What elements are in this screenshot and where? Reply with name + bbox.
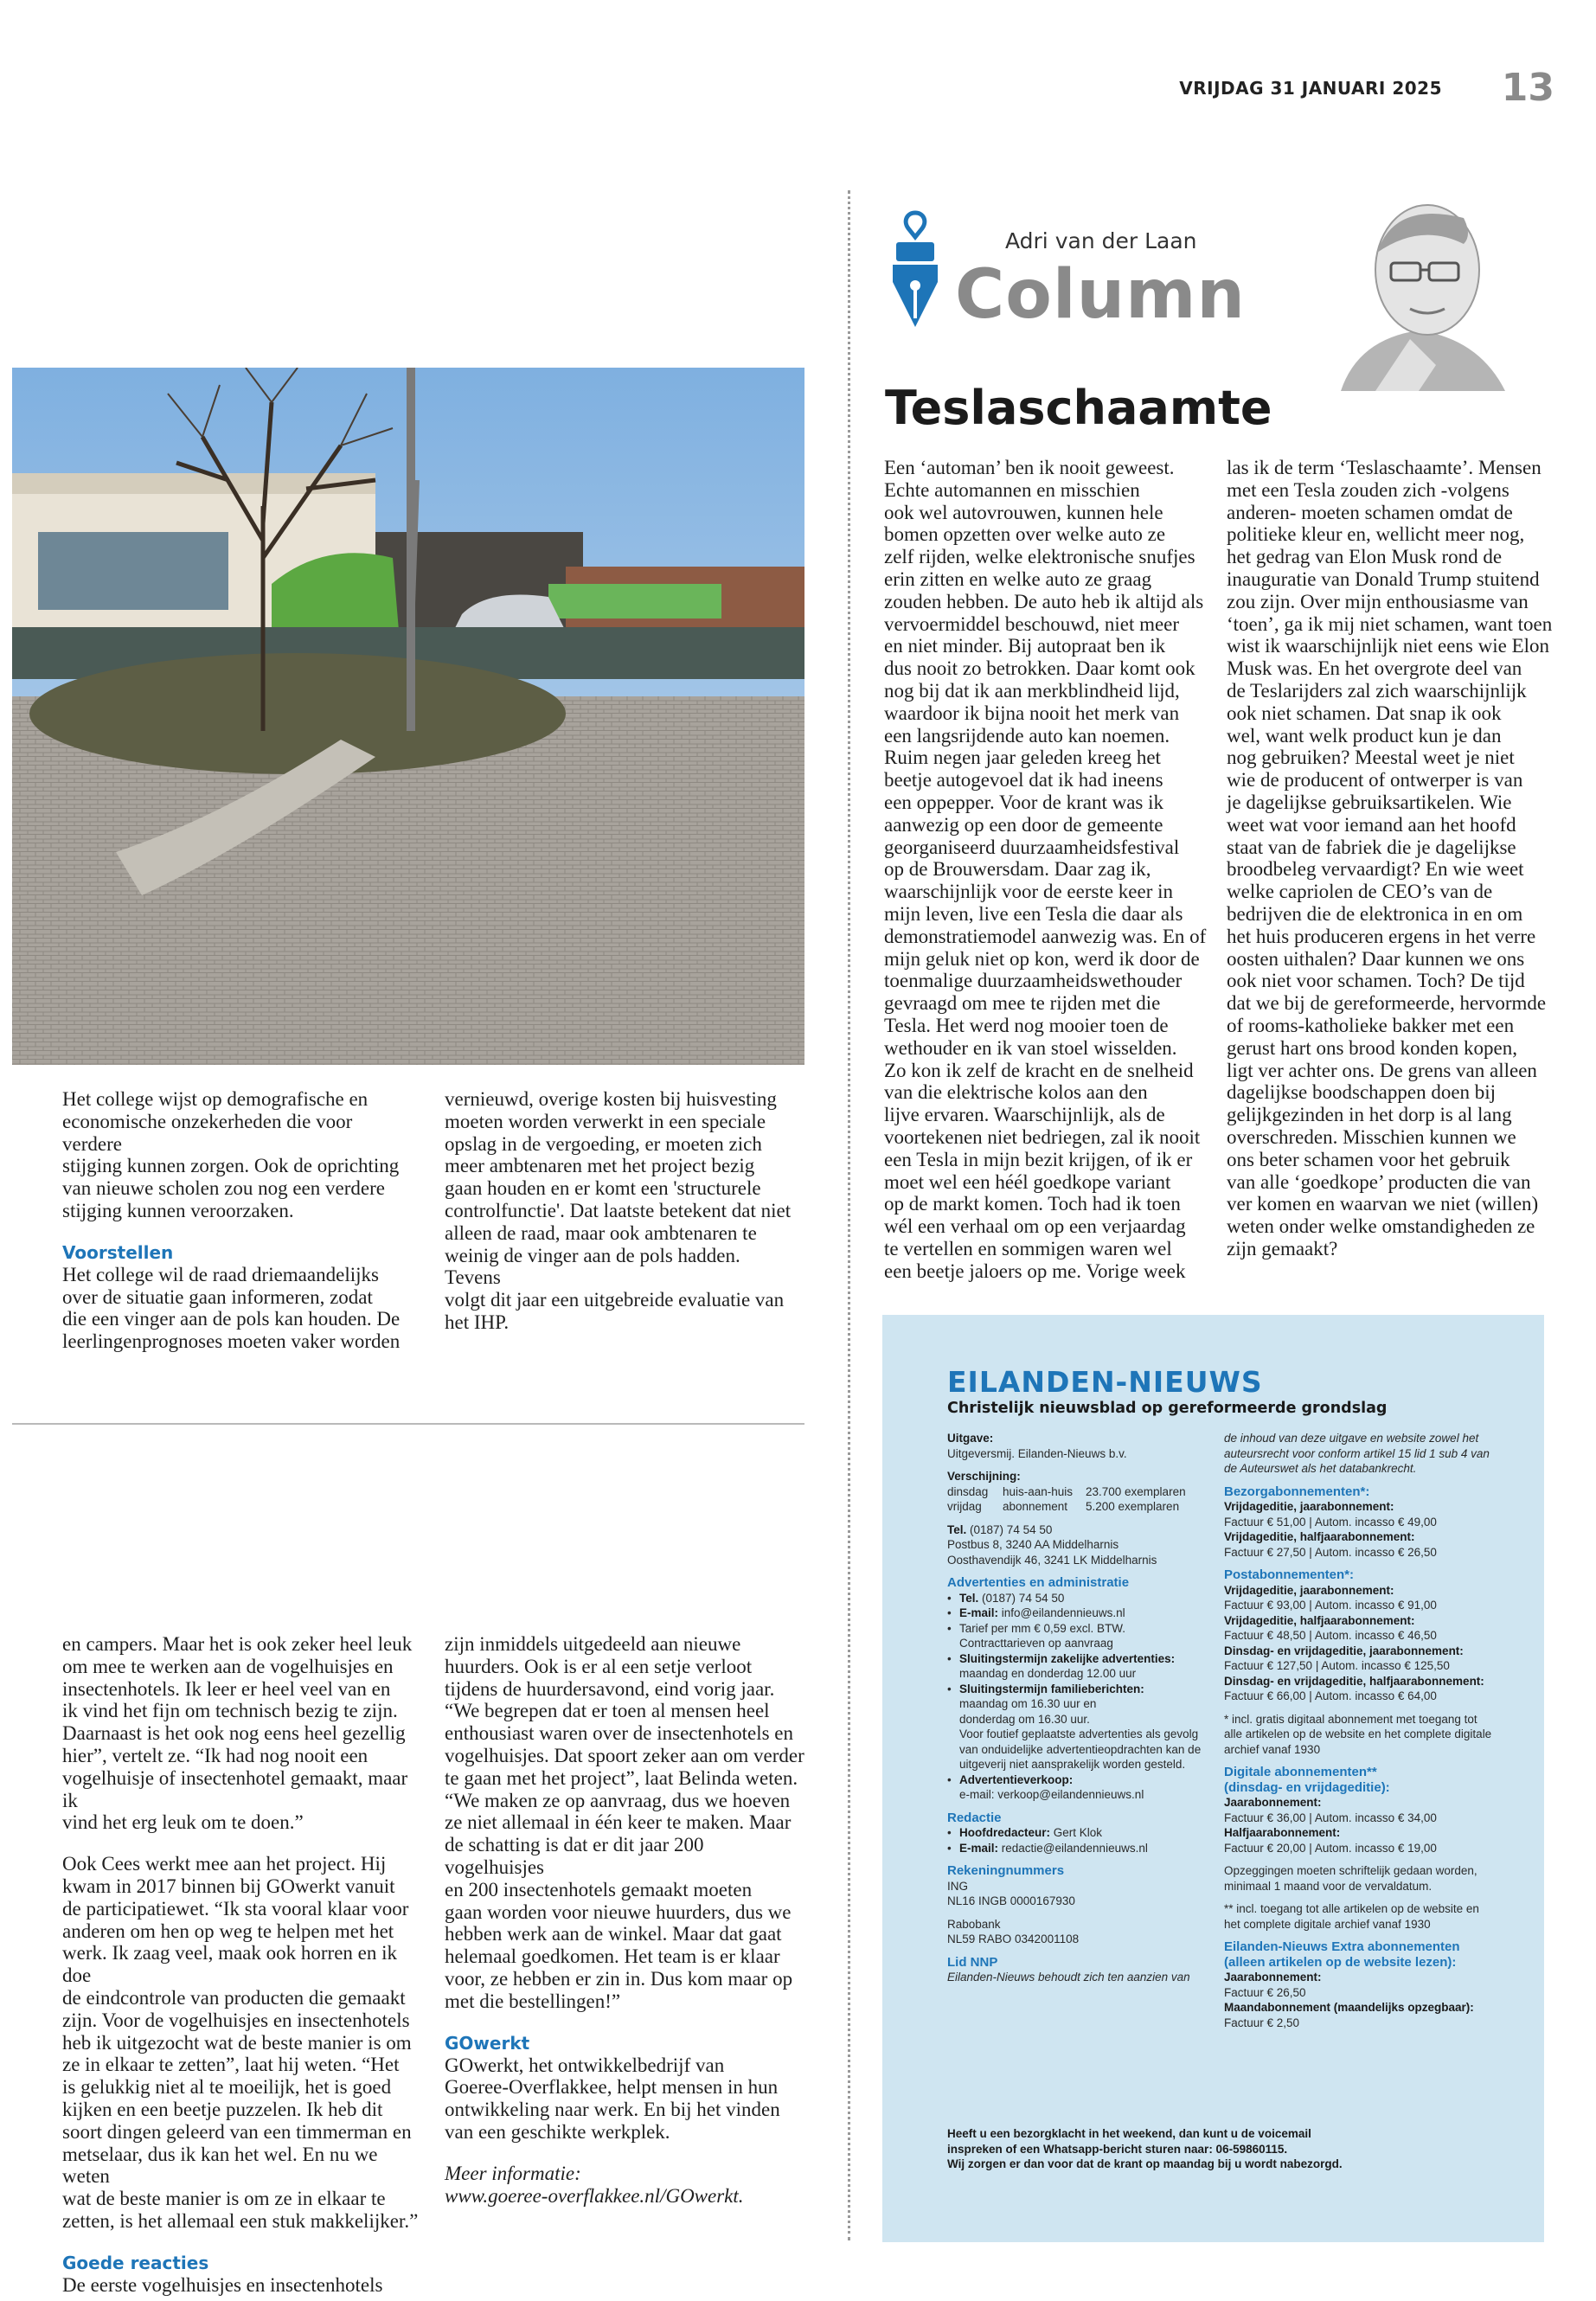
story-text: soort dingen geleerd van een timmerman en (62, 2120, 412, 2143)
story-text: met die bestellingen!” (445, 1990, 621, 2012)
story-text: voor, ze hebben er zin in. Dus kom maar op (445, 1967, 793, 1990)
article-text: van nieuwe scholen zou nog een verdere (62, 1177, 385, 1200)
column-text: Zo kon ik zelf de kracht en de snelheid (884, 1059, 1194, 1081)
author-portrait (1324, 183, 1522, 391)
subscription-price: Factuur € 36,00 | Autom. incasso € 34,00 (1224, 1811, 1437, 1824)
column-text: van alle ‘goedkope’ producten die van (1227, 1170, 1531, 1193)
column-text: welke capriolen de CEO’s van de (1227, 881, 1493, 903)
column-text: broodbeleg vervaardigt? En wie weet (1227, 858, 1524, 881)
article-text: opslag in de vergoeding, er moeten zich (445, 1132, 762, 1155)
footnote: * incl. gratis digitaal abonnement met toegang tot alle artikelen op de website en het complete digitale archief vanaf 1930 (1224, 1712, 1492, 1756)
page-date: VRIJDAG 31 JANUARI 2025 (1179, 78, 1442, 99)
article-text: economische onzekerheden die voor verdere (62, 1110, 353, 1155)
column-text: waarschijnlijk voor de eerste keer in (884, 881, 1174, 903)
column-text: lijve ervaren. Waarschijnlijk, als de (884, 1104, 1165, 1126)
story-text: zijn inmiddels uitgedeeld aan nieuwe (445, 1633, 741, 1655)
column-text: weet wat voor iemand aan het hoofd (1227, 813, 1516, 836)
column-text: Ruim negen jaar geleden kreeg het (884, 747, 1161, 769)
column-text: zou zijn. Over mijn enthousiasme van (1227, 590, 1529, 612)
colophon-heading: Lid NNP (947, 1954, 998, 1970)
story-text: is gelukkig niet al te moeilijk, het is goed (62, 2076, 392, 2099)
email-link[interactable]: redactie@eilandennieuws.nl (1001, 1841, 1148, 1855)
column-text: gelijkgezinden in het dorp is al lang (1227, 1104, 1512, 1126)
colophon-item: • Hoofdredacteur: Gert Klok (947, 1825, 1207, 1841)
column-text: op de Brouwersdam. Daar zag ik, (884, 858, 1151, 881)
colophon-heading: Postabonnementen*: (1224, 1567, 1355, 1582)
story-text: hier”, vertelt ze. “Ik had nog nooit een (62, 1744, 369, 1766)
column-text: anderen- moeten schamen omdat de (1227, 501, 1513, 523)
edition-day: dinsdag (947, 1484, 989, 1498)
story-text: van een geschikte werkplek. (445, 2120, 670, 2143)
column-text: de Teslarijders zal zich waarschijnlijk (1227, 679, 1527, 702)
colophon-heading: Rekeningnummers (947, 1863, 1065, 1878)
column-text: erin zitten en welke auto ze graag (884, 567, 1152, 590)
email-link[interactable]: info@eilandennieuws.nl (1001, 1606, 1125, 1619)
subscription-type: Vrijdageditie, jaarabonnement: (1224, 1500, 1394, 1513)
edition-day: vrijdag (947, 1500, 982, 1513)
column-text: zijn gemaakt? (1227, 1237, 1338, 1259)
story-text: zijn. Voor de vogelhuisjes en insectenhotels (62, 2009, 410, 2031)
colophon-item: • Sluitingstermijn familieberichten: maandag om 16.30 uur en donderdag om 16.30 uur. Voor foutief geplaatste advertenties als gevolg van onduidelijke advertentieopdrachten kan de uitgeverij niet aansprakelijk worden gesteld. (947, 1682, 1207, 1772)
column-text: ons beter schamen voor het gebruik (1227, 1148, 1510, 1170)
story-text: werk. Ik zaag veel, maak ook horren en ik doe (62, 1942, 398, 1987)
story-text: vind het erg leuk om te doen.” (62, 1811, 304, 1834)
column-text: ligt ver achter ons. De grens van alleen (1227, 1059, 1537, 1081)
column-text: ook wel autovrouwen, kunnen hele (884, 501, 1163, 523)
column-text: dat we bij de gereformeerde, hervormde (1227, 992, 1547, 1015)
story-text: “We begrepen dat er toen al mensen heel (445, 1700, 770, 1722)
colophon-address: Postbus 8, 3240 AA Middelharnis (947, 1538, 1119, 1551)
column-text: gevraagd om mee te rijden met die (884, 992, 1161, 1015)
more-info-link[interactable]: www.goeree-overflakkee.nl/GOwerkt. (445, 2184, 744, 2207)
story-text: hebben werk aan de winkel. Maar dat gaat (445, 1923, 782, 1945)
column-text: en niet minder. Bij autopraat ben ik (884, 635, 1166, 657)
story-text: helemaal goedkomen. Het team is er klaar (445, 1945, 780, 1968)
column-text: demonstratiemodel aanwezig was. En of (884, 925, 1207, 947)
colophon-heading: (alleen artikelen op de website lezen): (1224, 1954, 1457, 1970)
column-text: het gedrag van Elon Musk rond de (1227, 546, 1503, 568)
story-text: “We maken ze op aanvraag, dus we hoeven (445, 1789, 791, 1811)
subscription-price: Factuur € 93,00 | Autom. incasso € 91,00 (1224, 1599, 1437, 1612)
colophon-heading: Eilanden-Nieuws Extra abonnementen (1224, 1939, 1460, 1954)
colophon-text: Uitgeversmij. Eilanden-Nieuws b.v. (947, 1446, 1127, 1460)
story-text: te gaan met het project”, laat Belinda weten. (445, 1766, 798, 1789)
page-number: 13 (1501, 66, 1554, 110)
subscription-type: Dinsdag- en vrijdageditie, halfjaarabonnement: (1224, 1674, 1484, 1688)
article-text: meer ambtenaren met het project bezig (445, 1155, 755, 1177)
story-text: gaan worden voor nieuwe huurders, dus we (445, 1900, 792, 1923)
story-text: enthousiast waren over de insectenhotels en (445, 1722, 794, 1745)
column-text: met een Tesla zouden zich -volgens (1227, 478, 1509, 501)
story-text: en campers. Maar het is ook zeker heel leuk (62, 1633, 413, 1655)
column-text: mijn geluk niet op kon, werd ik door de (884, 947, 1200, 970)
column-text: weten onder welke omstandigheden ze (1227, 1215, 1535, 1238)
column-text: zelf rijden, welke elektronische snufjes (884, 546, 1195, 568)
subheading: Voorstellen (62, 1241, 174, 1263)
story-text: tijdens de huurdersavond, eind vorig jaar. (445, 1677, 775, 1700)
colophon-item: • E-mail: info@eilandennieuws.nl (947, 1606, 1207, 1621)
column-text: bomen opzetten over welke auto ze (884, 523, 1166, 546)
subscription-type: Halfjaarabonnement: (1224, 1826, 1341, 1839)
story-text: de schatting is dat er dit jaar 200 vogelhuisjes (445, 1834, 704, 1878)
column-text: een Tesla in mijn bezit krijgen, of ik er (884, 1148, 1193, 1170)
story-text: om mee te werken aan de vogelhuisjes en (62, 1655, 394, 1677)
column-text: nog gebruiken? Meestal weet je niet (1227, 747, 1515, 769)
story-text: heb ik uitgezocht wat de beste manier is om (62, 2031, 412, 2054)
column-text: een beetje jaloers op me. Vorige week (884, 1259, 1186, 1282)
article-text: vernieuwd, overige kosten bij huisvesting (445, 1088, 777, 1110)
bank-name: ING (947, 1879, 969, 1893)
column-text: dagelijkse boodschappen doen bij (1227, 1081, 1497, 1104)
story-text: huurders. Ook is er al een setje verloot (445, 1655, 753, 1677)
column-author: Adri van der Laan (1005, 228, 1197, 253)
column-text: gerust hart ons brood konden kopen, (1227, 1036, 1517, 1059)
column-text: zouden hebben. De auto heb ik altijd als (884, 590, 1204, 612)
article-text: die een vinger aan de pols kan houden. De (62, 1308, 401, 1330)
story-text: en 200 insectenhotels gemaakt moeten (445, 1878, 753, 1900)
colophon-heading: Digitale abonnementen** (1224, 1765, 1377, 1779)
column-text: dus nooit zo betrokken. Daar komt ook (884, 657, 1195, 680)
article-text: het IHP. (445, 1311, 510, 1333)
column-text: Musk was. En het overgrote deel van (1227, 657, 1522, 680)
story-text: insectenhotels. Ik leer er heel veel van en (62, 1677, 391, 1700)
story-text: De eerste vogelhuisjes en insectenhotels (62, 2273, 383, 2296)
story-text: de eindcontrole van producten die gemaakt (62, 1986, 406, 2009)
column-text: te vertellen en sommigen waren wel (884, 1237, 1172, 1259)
column-text: inauguratie van Donald Trump stuitend (1227, 567, 1540, 590)
column-text: georganiseerd duurzaamheidsfestival (884, 836, 1180, 858)
story-text: zetten, is het allemaal een stuk makkelijker.” (62, 2209, 419, 2232)
subscription-price: Factuur € 51,00 | Autom. incasso € 49,00 (1224, 1515, 1437, 1529)
subscription-type: Jaarabonnement: (1224, 1796, 1322, 1809)
article-text: stijging kunnen zorgen. Ook de oprichting (62, 1155, 400, 1177)
footnote: ** incl. toegang tot alle artikelen op de website en het complete digitale archief vanaf 1930 (1224, 1902, 1479, 1931)
column-text: overschreden. Misschien kunnen we (1227, 1125, 1516, 1148)
article-text: Het college wijst op demografische en (62, 1088, 369, 1110)
colophon-item: • Sluitingstermijn zakelijke advertenties: maandag en donderdag 12.00 uur (947, 1651, 1207, 1682)
column-text: Echte automannen en misschien (884, 478, 1140, 501)
column-text: staat van de fabriek die je dagelijkse (1227, 836, 1516, 858)
column-text: politieke kleur en, wellicht meer nog, (1227, 523, 1525, 546)
subscription-price: Factuur € 26,50 (1224, 1985, 1306, 1999)
column-title: Teslaschaamte (885, 381, 1272, 435)
email-link[interactable]: e-mail: verkoop@eilandennieuws.nl (959, 1788, 1144, 1801)
column-text: ‘toen’, ga ik mij niet schamen, want toen (1227, 612, 1553, 635)
article-text: volgt dit jaar een uitgebreide evaluatie van (445, 1289, 785, 1311)
column-text: wel, want welk product kun je dan (1227, 724, 1502, 747)
column-text: voortekenen niet bedriegen, zal ik nooit (884, 1125, 1201, 1148)
column-text: vervoermiddel beschouwd, niet meer (884, 612, 1180, 635)
bank-account: NL59 RABO 0342001108 (947, 1932, 1080, 1945)
column-text: moet wel een héél goedkope variant (884, 1170, 1171, 1193)
subscription-type: Dinsdag- en vrijdageditie, jaarabonnement: (1224, 1644, 1464, 1657)
colophon-item: • Tel. (0187) 74 54 50 (947, 1591, 1207, 1606)
column-text: op de markt komen. Toch had ik toen (884, 1193, 1181, 1215)
edition-count: 23.700 exemplaren (1086, 1484, 1186, 1498)
colophon-label: Tel. (947, 1522, 967, 1536)
article-text: Het college wil de raad driemaandelijks (62, 1263, 379, 1285)
column-text: het huis produceren ergens in het verre (1227, 925, 1536, 947)
subscription-price: Factuur € 48,50 | Autom. incasso € 46,50 (1224, 1629, 1437, 1642)
newspaper-tagline: Christelijk nieuwsblad op gereformeerde grondslag (947, 1400, 1388, 1417)
rights-text: Eilanden-Nieuws behoudt zich ten aanzien van (947, 1971, 1190, 1984)
article-text: weinig de vinger aan de pols hadden. Tevens (445, 1244, 740, 1289)
column-text: oosten uithalen? Daar kunnen we ons (1227, 947, 1525, 970)
article-text: over de situatie gaan informeren, zodat (62, 1285, 373, 1308)
column-text: las ik de term ‘Teslaschaamte’. Mensen (1227, 457, 1542, 478)
story-text: vogelhuisje of insectenhotel gemaakt, maar ik (62, 1766, 408, 1811)
story-text: ontwikkeling naar werk. En bij het vinden (445, 2099, 780, 2121)
article-text: moeten worden verwerkt in een speciale (445, 1110, 766, 1132)
colophon-item: • Advertentieverkoop: e-mail: verkoop@eilandennieuws.nl (947, 1772, 1207, 1803)
photo-schoolyard-illustration (12, 368, 804, 1065)
column-text: wél een verhaal om op een verjaardag (884, 1215, 1186, 1238)
article-text: stijging kunnen veroorzaken. (62, 1199, 294, 1221)
story-text: anderen om hen op weg te helpen met het (62, 1920, 394, 1942)
story-text: wat de beste manier is om ze in elkaar te (62, 2188, 386, 2210)
story-text: Ook Cees werkt mee aan het project. Hij (62, 1853, 387, 1875)
column-text: wist ik waarschijnlijk niet eens wie Elon (1227, 635, 1550, 657)
article-text: alleen de raad, maar ook ambtenaren te (445, 1221, 757, 1244)
edition-row (947, 1484, 1207, 1500)
column-text: ook niet voor schamen. Toch? De tijd (1227, 970, 1525, 992)
column-text: waardoor ik bijna nooit het merk van (884, 702, 1180, 724)
colophon-phone: (0187) 74 54 50 (970, 1522, 1053, 1536)
subscription-type: Vrijdageditie, halfjaarabonnement: (1224, 1530, 1415, 1543)
column-text: beetje autogevoel dat ik had ineens (884, 769, 1163, 792)
article-text: leerlingenprognoses moeten vaker worden (62, 1330, 401, 1353)
colophon-address: Oosthavendijk 46, 3241 LK Middelharnis (947, 1553, 1157, 1567)
story-text: kijken en een beetje puzzelen. Ik heb dit (62, 2098, 383, 2120)
story-text: Daarnaast is het ook nog eens heel gezellig (62, 1722, 406, 1745)
column-text: wie de producent of ontwerper is van (1227, 769, 1523, 792)
article-photo (12, 368, 804, 1065)
edition-type: huis-aan-huis (1003, 1484, 1074, 1498)
colophon-heading: (dinsdag- en vrijdageditie): (1224, 1779, 1390, 1795)
column-text: of rooms-katholieke bakker met een (1227, 1014, 1515, 1036)
story-text: ik vind het fijn om technisch bezig te zijn. (62, 1700, 398, 1722)
column-text: Tesla. Het werd nog mooier toen de (884, 1014, 1169, 1036)
colophon-item: • E-mail: redactie@eilandennieuws.nl (947, 1841, 1207, 1856)
column-text: mijn leven, live een Tesla die daar als (884, 902, 1183, 925)
column-label: Column (955, 256, 1246, 334)
colophon-label: Uitgave: (947, 1432, 994, 1445)
subscription-type: Vrijdageditie, halfjaarabonnement: (1224, 1613, 1415, 1627)
subscription-price: Factuur € 27,50 | Autom. incasso € 26,50 (1224, 1545, 1437, 1559)
complaint-text: inspreken of een Whatsapp-bericht sturen naar: 06-59860115. (947, 2142, 1288, 2156)
newspaper-logo: EILANDEN-NIEUWS (947, 1365, 1263, 1399)
column-text: bedrijven die de elektronica in en om (1227, 902, 1523, 925)
column-text: wethouder en ik van stoel wisselden. (884, 1036, 1177, 1059)
colophon-heading: Bezorgabonnementen*: (1224, 1484, 1370, 1499)
column-text: ook niet schamen. Dat snap ik ook (1227, 702, 1502, 724)
column-text: toenmalige duurzaamheidswethouder (884, 970, 1183, 992)
column-text: ver komen en waarvan we niet (willen) (1227, 1193, 1539, 1215)
fountain-pen-icon (884, 206, 946, 344)
complaint-text: Heeft u een bezorgklacht in het weekend, dan kunt u de voicemail (947, 2127, 1311, 2140)
story-text: kwam in 2017 binnen bij GOwerkt vanuit (62, 1875, 395, 1897)
rights-text: de inhoud van deze uitgave en website zowel het auteursrecht voor conform artikel 15 lid 1 sub 4 van de Auteurswet als het databankrecht. (1224, 1432, 1490, 1475)
column-text: van die elektrische kolos aan den (884, 1081, 1148, 1104)
story-text: ze in elkaar te zetten”, laat hij weten. “Het (62, 2054, 400, 2076)
subscription-type: Jaarabonnement: (1224, 1971, 1322, 1984)
article-text: gaan houden en er komt een 'structurele (445, 1177, 761, 1200)
colophon-heading: Advertenties en administratie (947, 1575, 1130, 1590)
edition-row (947, 1499, 1207, 1515)
subscription-price: Factuur € 20,00 | Autom. incasso € 19,00 (1224, 1841, 1437, 1855)
subscription-price: Factuur € 127,50 | Autom. incasso € 125,50 (1224, 1659, 1450, 1672)
cancel-note: Opzeggingen moeten schriftelijk gedaan worden, minimaal 1 maand voor de vervaldatum. (1224, 1864, 1477, 1893)
subscription-type: Vrijdageditie, jaarabonnement: (1224, 1583, 1394, 1597)
column-text: een langsrijdende auto kan noemen. (884, 724, 1170, 747)
subheading: GOwerkt (445, 2032, 530, 2054)
more-info-label: Meer informatie: (445, 2162, 581, 2184)
story-text: GOwerkt, het ontwikkelbedrijf van (445, 2054, 725, 2076)
subscription-type: Maandabonnement (maandelijks opzegbaar): (1224, 2001, 1474, 2014)
story-text: Goeree-Overflakkee, helpt mensen in hun (445, 2076, 779, 2099)
story-text: de participatiewet. “Ik sta vooral klaar voor (62, 1897, 409, 1920)
article-text: controlfunctie'. Dat laatste betekent dat niet (445, 1199, 792, 1221)
column-text: een oppepper. Voor de krant was ik (884, 791, 1163, 813)
edition-type: abonnement (1003, 1500, 1068, 1513)
subscription-price: Factuur € 2,50 (1224, 2016, 1300, 2029)
column-text: je dagelijkse gebruiksartikelen. Wie (1227, 791, 1512, 813)
bank-name: Rabobank (947, 1917, 1001, 1931)
edition-count: 5.200 exemplaren (1086, 1500, 1180, 1513)
story-text: metselaar, dus ik kan het wel. En nu we weten (62, 2143, 378, 2188)
colophon-item: • Tarief per mm € 0,59 excl. BTW. Contracttarieven op aanvraag (947, 1621, 1207, 1651)
bank-account: NL16 INGB 0000167930 (947, 1894, 1075, 1907)
column-divider (848, 190, 850, 2240)
column-text: aanwezig op een door de gemeente (884, 813, 1163, 836)
subscription-price: Factuur € 66,00 | Autom. incasso € 64,00 (1224, 1689, 1437, 1702)
column-text: Een ‘automan’ ben ik nooit geweest. (884, 457, 1175, 478)
story-text: vogelhuisjes. Dat spoort zeker aan om verder (445, 1744, 804, 1766)
colophon-label: Verschijning: (947, 1470, 1021, 1483)
subheading: Goede reacties (62, 2252, 209, 2273)
section-divider (12, 1423, 804, 1425)
colophon-heading: Redactie (947, 1810, 1002, 1825)
complaint-text: Wij zorgen er dan voor dat de krant op maandag bij u wordt nabezorgd. (947, 2157, 1343, 2170)
story-text: ze niet allemaal in één keer te maken. Maar (445, 1811, 792, 1834)
column-text: nog bij dat ik aan merkblindheid lijd, (884, 679, 1180, 702)
